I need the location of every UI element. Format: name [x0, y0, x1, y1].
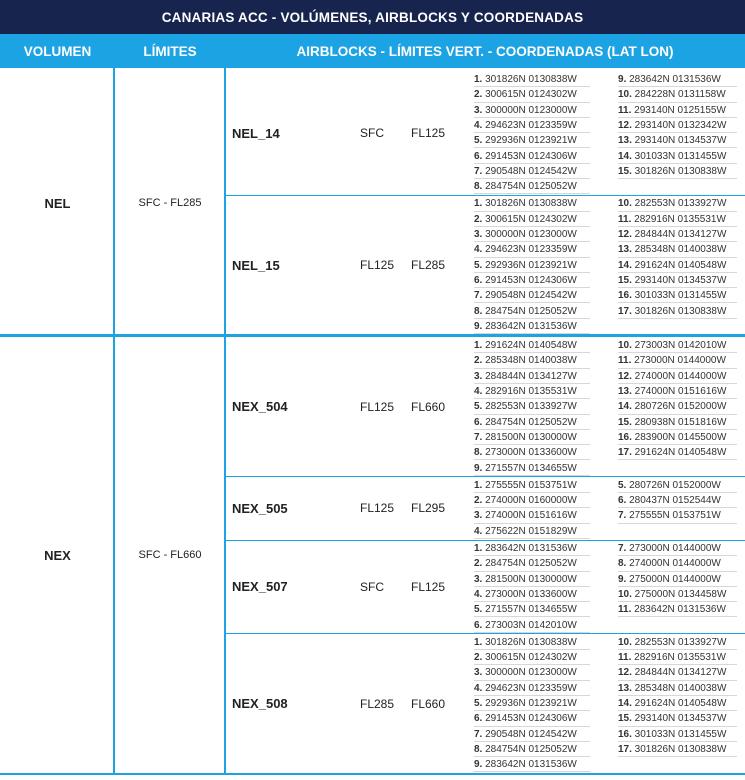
coordinate-item: 4. 273000N 0133600W [474, 587, 590, 602]
volume-limits: SFC - FL285 [138, 197, 202, 210]
coordinate-item: 6. 280437N 0152544W [618, 493, 737, 508]
coordinate-item: 12. 284844N 0134127W [618, 227, 737, 242]
coordinate-item: 10. 275000N 0134458W [618, 587, 737, 602]
coordinate-item: 5. 282553N 0133927W [474, 399, 590, 414]
airblock-lower-limit: FL125 [360, 501, 395, 516]
coordinate-item: 11. 283642N 0131536W [618, 602, 737, 617]
coordinate-item: 9. 275000N 0144000W [618, 572, 737, 587]
coordinate-item: 6. 291453N 0124306W [474, 711, 590, 726]
coordinate-item: 1. 301826N 0130838W [474, 196, 590, 211]
airblock-name: NEL_14 [232, 125, 280, 141]
coordinate-item: 3. 300000N 0123000W [474, 103, 590, 118]
coordinate-item: 4. 294623N 0123359W [474, 242, 590, 257]
coordinate-item: 8. 273000N 0133600W [474, 445, 590, 460]
coordinate-item: 5. 292936N 0123921W [474, 133, 590, 148]
coordinate-item: 11. 273000N 0144000W [618, 353, 737, 368]
coordinate-item: 8. 284754N 0125052W [474, 179, 590, 194]
airblock-upper-limit: FL660 [411, 399, 446, 414]
airblock-lower-limit: FL125 [360, 399, 395, 414]
coordinate-item: 16. 283900N 0145500W [618, 430, 737, 445]
coordinate-item: 11. 282916N 0135531W [618, 650, 737, 665]
coordinate-item: 8. 284754N 0125052W [474, 742, 590, 757]
airblock-name: NEL_15 [232, 257, 280, 273]
volume-name: NEX [44, 547, 71, 563]
coordinate-item: 7. 273000N 0144000W [618, 541, 737, 556]
coordinate-item: 15. 293140N 0134537W [618, 711, 737, 726]
coordinate-item: 3. 281500N 0130000W [474, 572, 590, 587]
header-volumen: VOLUMEN [23, 43, 92, 59]
coordinate-item: 5. 292936N 0123921W [474, 258, 590, 273]
coordinate-item: 2. 285348N 0140038W [474, 353, 590, 368]
table-header [0, 34, 745, 68]
coordinate-item: 5. 280726N 0152000W [618, 478, 737, 493]
coordinate-item: 7. 290548N 0124542W [474, 727, 590, 742]
coordinate-item: 1. 291624N 0140548W [474, 338, 590, 353]
volume-separator [0, 334, 745, 337]
coordinate-item: 2. 274000N 0160000W [474, 493, 590, 508]
volume-name: NEL [44, 195, 71, 211]
coordinate-item: 5. 271557N 0134655W [474, 602, 590, 617]
coordinate-item: 2. 300615N 0124302W [474, 87, 590, 102]
airblock-name: NEX_504 [232, 399, 288, 415]
volume-limits: SFC - FL660 [138, 549, 202, 562]
coordinate-item: 9. 283642N 0131536W [618, 72, 737, 87]
header-airblocks: AIRBLOCKS - LÍMITES VERT. - COORDENADAS (LAT LON) [296, 43, 674, 59]
column-divider [113, 68, 115, 774]
coordinate-item: 9. 283642N 0131536W [474, 319, 590, 334]
coordinate-item: 4. 275622N 0151829W [474, 524, 590, 539]
coordinate-item: 10. 282553N 0133927W [618, 196, 737, 211]
coordinate-item: 16. 301033N 0131455W [618, 288, 737, 303]
coordinate-item: 7. 281500N 0130000W [474, 430, 590, 445]
coordinate-item: 4. 294623N 0123359W [474, 118, 590, 133]
airblock-upper-limit: FL660 [411, 696, 446, 711]
coordinate-item: 7. 275555N 0153751W [618, 508, 737, 523]
coordinate-item: 11. 293140N 0125155W [618, 103, 737, 118]
coordinate-item: 1. 275555N 0153751W [474, 478, 590, 493]
airblock-lower-limit: FL125 [360, 258, 395, 273]
airblock-upper-limit: FL295 [411, 501, 446, 516]
coordinate-item: 6. 291453N 0124306W [474, 149, 590, 164]
coordinate-item: 11. 282916N 0135531W [618, 212, 737, 227]
coordinate-item: 10. 284228N 0131158W [618, 87, 737, 102]
coordinate-item: 6. 284754N 0125052W [474, 415, 590, 430]
coordinate-item: 10. 282553N 0133927W [618, 635, 737, 650]
coordinate-item: 14. 301033N 0131455W [618, 149, 737, 164]
coordinate-item: 14. 280726N 0152000W [618, 399, 737, 414]
coordinate-item: 2. 284754N 0125052W [474, 556, 590, 571]
airblock-name: NEX_505 [232, 500, 288, 516]
coordinate-item: 2. 300615N 0124302W [474, 212, 590, 227]
coordinate-item: 14. 291624N 0140548W [618, 696, 737, 711]
airblock-upper-limit: FL285 [411, 258, 446, 273]
airblock-upper-limit: FL125 [411, 579, 446, 594]
coordinate-item: 1. 301826N 0130838W [474, 72, 590, 87]
coordinate-item: 5. 292936N 0123921W [474, 696, 590, 711]
coordinate-item: 1. 283642N 0131536W [474, 541, 590, 556]
coordinate-item: 12. 284844N 0134127W [618, 665, 737, 680]
coordinate-item: 3. 284844N 0134127W [474, 369, 590, 384]
coordinate-item: 8. 274000N 0144000W [618, 556, 737, 571]
coordinate-item: 4. 294623N 0123359W [474, 681, 590, 696]
coordinate-item: 16. 301033N 0131455W [618, 727, 737, 742]
coordinate-item: 10. 273003N 0142010W [618, 338, 737, 353]
coordinate-item: 7. 290548N 0124542W [474, 288, 590, 303]
airblock-lower-limit: SFC [360, 579, 384, 594]
header-limites: LÍMITES [143, 43, 197, 59]
coordinate-item: 13. 285348N 0140038W [618, 681, 737, 696]
coordinate-item: 6. 273003N 0142010W [474, 618, 590, 633]
coordinate-item: 14. 291624N 0140548W [618, 258, 737, 273]
airblock-name: NEX_508 [232, 696, 288, 712]
coordinate-item: 15. 301826N 0130838W [618, 164, 737, 179]
coordinate-item: 17. 301826N 0130838W [618, 742, 737, 757]
coordinate-item: 7. 290548N 0124542W [474, 164, 590, 179]
coordinate-item: 9. 271557N 0134655W [474, 461, 590, 476]
coordinate-item: 17. 291624N 0140548W [618, 445, 737, 460]
table-bottom-border [0, 773, 745, 775]
coordinate-item: 12. 293140N 0132342W [618, 118, 737, 133]
coordinate-item: 17. 301826N 0130838W [618, 304, 737, 319]
airblock-lower-limit: FL285 [360, 696, 395, 711]
column-divider [224, 68, 226, 774]
coordinate-item: 6. 291453N 0124306W [474, 273, 590, 288]
coordinate-item: 15. 293140N 0134537W [618, 273, 737, 288]
coordinate-item: 3. 274000N 0151616W [474, 508, 590, 523]
coordinate-item: 3. 300000N 0123000W [474, 665, 590, 680]
coordinate-item: 15. 280938N 0151816W [618, 415, 737, 430]
coordinate-item: 9. 283642N 0131536W [474, 757, 590, 772]
coordinate-item: 13. 285348N 0140038W [618, 242, 737, 257]
coordinate-item: 4. 282916N 0135531W [474, 384, 590, 399]
coordinate-item: 2. 300615N 0124302W [474, 650, 590, 665]
coordinate-item: 1. 301826N 0130838W [474, 635, 590, 650]
coordinate-item: 12. 274000N 0144000W [618, 369, 737, 384]
airblock-name: NEX_507 [232, 579, 288, 595]
airblock-upper-limit: FL125 [411, 126, 446, 141]
airblock-lower-limit: SFC [360, 126, 384, 141]
table-title: CANARIAS ACC - VOLÚMENES, AIRBLOCKS Y COORDENADAS [0, 0, 745, 34]
coordinate-item: 8. 284754N 0125052W [474, 304, 590, 319]
coordinate-item: 3. 300000N 0123000W [474, 227, 590, 242]
coordinate-item: 13. 274000N 0151616W [618, 384, 737, 399]
coordinate-item: 13. 293140N 0134537W [618, 133, 737, 148]
